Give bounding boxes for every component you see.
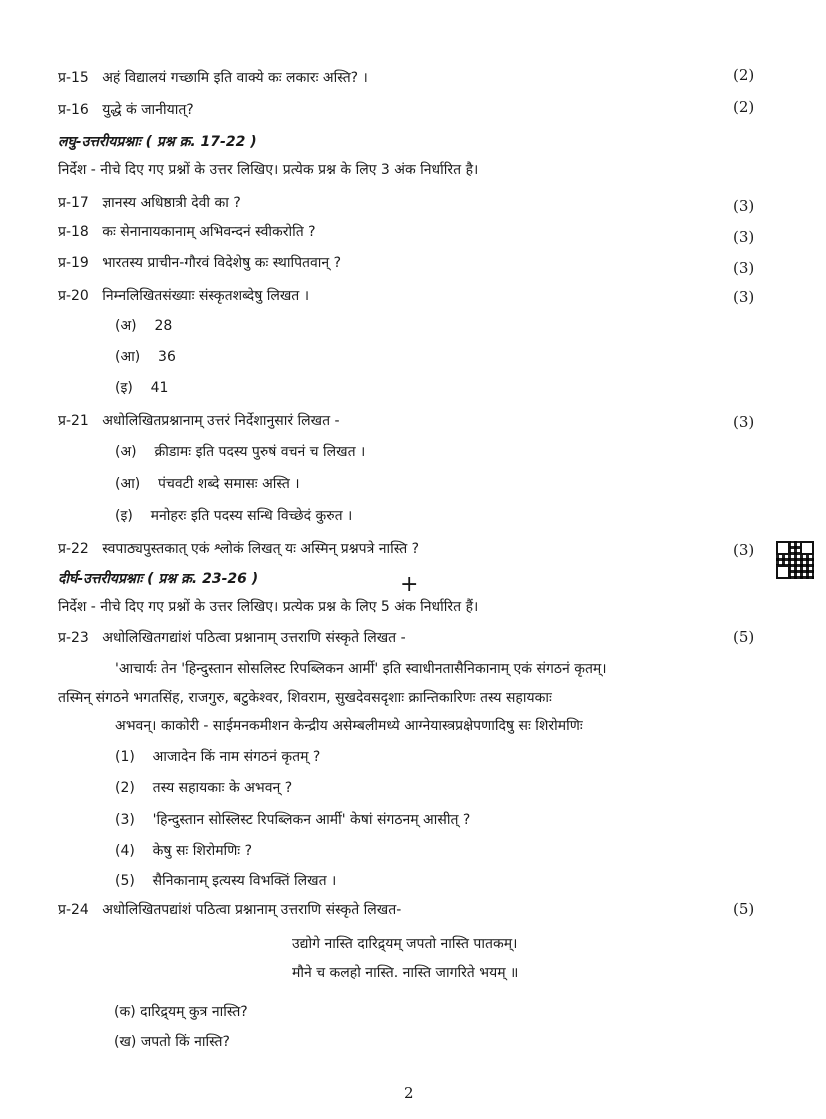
question-16	[58, 100, 194, 119]
option-label: (5)	[115, 873, 135, 889]
qr-code-icon	[776, 541, 814, 579]
option-value: आजादेन किं नाम संगठनं कृतम् ?	[152, 749, 321, 765]
page-number: 2	[404, 1084, 414, 1102]
option-21-i	[115, 506, 352, 525]
passage-line-1: 'आचार्यः तेन 'हिन्दुस्तान सोसलिस्ट रिपब्लिकन आर्मी' इति स्वाधीनतासैनिकानाम् एकं संगठनं कृतम्।	[115, 661, 607, 677]
option-label: (आ)	[115, 476, 141, 492]
question-text: अधोलिखितपद्यांशं पठित्वा प्रश्नानाम् उत्तराणि संस्कृते लिखत-	[102, 902, 402, 918]
option-21-aa	[115, 474, 300, 493]
question-text: स्वपाठ्यपुस्तकात् एकं श्लोकं लिखत् यः अस्मिन् प्रश्नपत्रे नास्ति ?	[102, 541, 420, 557]
option-label: (इ)	[115, 508, 133, 524]
option-20-aa	[115, 347, 176, 366]
option-label: (अ)	[115, 444, 137, 460]
question-number: प्र-16	[58, 102, 89, 118]
plus-mark: +	[400, 572, 419, 597]
option-value: 36	[158, 349, 176, 365]
question-text: अहं विद्यालयं गच्छामि इति वाक्ये कः लकारः अस्ति? ।	[102, 70, 368, 86]
section-instruction-short: निर्देश - नीचे दिए गए प्रश्नों के उत्तर लिखिए। प्रत्येक प्रश्न के लिए 3 अंक निर्धारित है।	[58, 162, 479, 178]
option-23-1	[115, 747, 320, 766]
option-label: (इ)	[115, 380, 133, 396]
marks-23: (5)	[733, 628, 755, 646]
option-value: 28	[154, 318, 173, 334]
question-text: कः सेनानायकानाम् अभिवन्दनं स्वीकरोति ?	[102, 224, 316, 240]
verse-line-2: मौने च कलहो नास्ति. नास्ति जागरिते भयम् ॥	[292, 965, 519, 981]
option-23-4	[115, 841, 252, 860]
option-label: (अ)	[115, 318, 137, 334]
marks-17: (3)	[733, 197, 755, 215]
option-value: पंचवटी शब्दे समासः अस्ति ।	[158, 476, 300, 492]
section-instruction-long: निर्देश - नीचे दिए गए प्रश्नों के उत्तर लिखिए। प्रत्येक प्रश्न के लिए 5 अंक निर्धारित हैं।	[58, 599, 479, 615]
marks-16: (2)	[733, 98, 755, 116]
question-number: प्र-22	[58, 541, 89, 557]
question-text: निम्नलिखितसंख्याः संस्कृतशब्देषु लिखत ।	[102, 288, 310, 304]
question-20	[58, 286, 309, 305]
question-21	[58, 411, 340, 430]
question-text: अधोलिखितप्रश्नानाम् उत्तरं निर्देशानुसारं लिखत -	[102, 413, 340, 429]
question-19	[58, 253, 341, 272]
option-24-ka	[114, 1002, 248, 1021]
question-number: प्र-17	[58, 195, 89, 211]
option-label: (ख)	[114, 1034, 137, 1050]
question-24	[58, 900, 401, 919]
option-value: केषु सः शिरोमणिः ?	[152, 843, 253, 859]
marks-22: (3)	[733, 541, 755, 559]
marks-20: (3)	[733, 288, 755, 306]
question-number: प्र-23	[58, 630, 89, 646]
option-20-i	[115, 378, 168, 397]
question-text: भारतस्य प्राचीन-गौरवं विदेशेषु कः स्थापितवान् ?	[102, 255, 342, 271]
question-number: प्र-20	[58, 288, 89, 304]
marks-24: (5)	[733, 900, 755, 918]
question-15	[58, 68, 368, 87]
passage-line-2: तस्मिन् संगठने भगतसिंह, राजगुरु, बटुकेश्वर, शिवराम, सुखदेवसदृशाः क्रान्तिकारिणः तस्य सहायकाः	[58, 690, 552, 706]
question-18	[58, 222, 316, 241]
option-value: 41	[150, 380, 169, 396]
option-value: दारिद्र्यम् कुत्र नास्ति?	[140, 1004, 248, 1020]
question-number: प्र-24	[58, 902, 89, 918]
option-23-2	[115, 778, 292, 797]
verse-line-1: उद्योगे नास्ति दारिद्र्यम् जपतो नास्ति पातकम्।	[292, 936, 518, 952]
option-label: (4)	[115, 843, 135, 859]
option-23-5	[115, 871, 336, 890]
option-value: मनोहरः इति पदस्य सन्धि विच्छेदं कुरुत ।	[150, 508, 353, 524]
question-number: प्र-18	[58, 224, 89, 240]
option-value: जपतो किं नास्ति?	[140, 1034, 230, 1050]
passage-line-3: अभवन्। काकोरी - साईमनकमीशन केन्द्रीय असेम्बलीमध्ये आग्नेयास्त्रप्रक्षेपणादिषु सः शिरोमणिः	[115, 718, 583, 734]
option-label: (1)	[115, 749, 135, 765]
question-22	[58, 539, 419, 558]
section-heading-long: दीर्घ-उत्तरीयप्रश्नाः ( प्रश्न क्र. 23-26 )	[58, 571, 259, 587]
marks-21: (3)	[733, 413, 755, 431]
option-value: सैनिकानाम् इत्यस्य विभक्तिं लिखत ।	[152, 873, 337, 889]
question-text: युद्धे कं जानीयात्?	[102, 102, 194, 118]
option-value: तस्य सहायकाः के अभवन् ?	[152, 780, 293, 796]
option-value: क्रीडामः इति पदस्य पुरुषं वचनं च लिखत ।	[154, 444, 366, 460]
option-value: 'हिन्दुस्तान सोस्लिस्ट रिपब्लिकन आर्मी' केषां संगठनम् आसीत् ?	[152, 812, 471, 828]
option-20-a	[115, 316, 172, 335]
option-23-3	[115, 810, 470, 829]
section-heading-short: लघु-उत्तरीयप्रश्नाः ( प्रश्न क्र. 17-22 )	[58, 134, 257, 150]
option-label: (2)	[115, 780, 135, 796]
option-label: (3)	[115, 812, 135, 828]
question-number: प्र-19	[58, 255, 89, 271]
question-text: अधोलिखितगद्यांशं पठित्वा प्रश्नानाम् उत्तराणि संस्कृते लिखत -	[102, 630, 406, 646]
option-24-kha	[114, 1032, 230, 1051]
question-17	[58, 193, 241, 212]
question-text: ज्ञानस्य अधिष्ठात्री देवी का ?	[102, 195, 241, 211]
marks-15: (2)	[733, 66, 755, 84]
question-23	[58, 628, 406, 647]
option-label: (आ)	[115, 349, 141, 365]
option-label: (क)	[114, 1004, 136, 1020]
question-number: प्र-21	[58, 413, 89, 429]
marks-19: (3)	[733, 259, 755, 277]
question-number: प्र-15	[58, 70, 89, 86]
marks-18: (3)	[733, 228, 755, 246]
option-21-a	[115, 442, 365, 461]
